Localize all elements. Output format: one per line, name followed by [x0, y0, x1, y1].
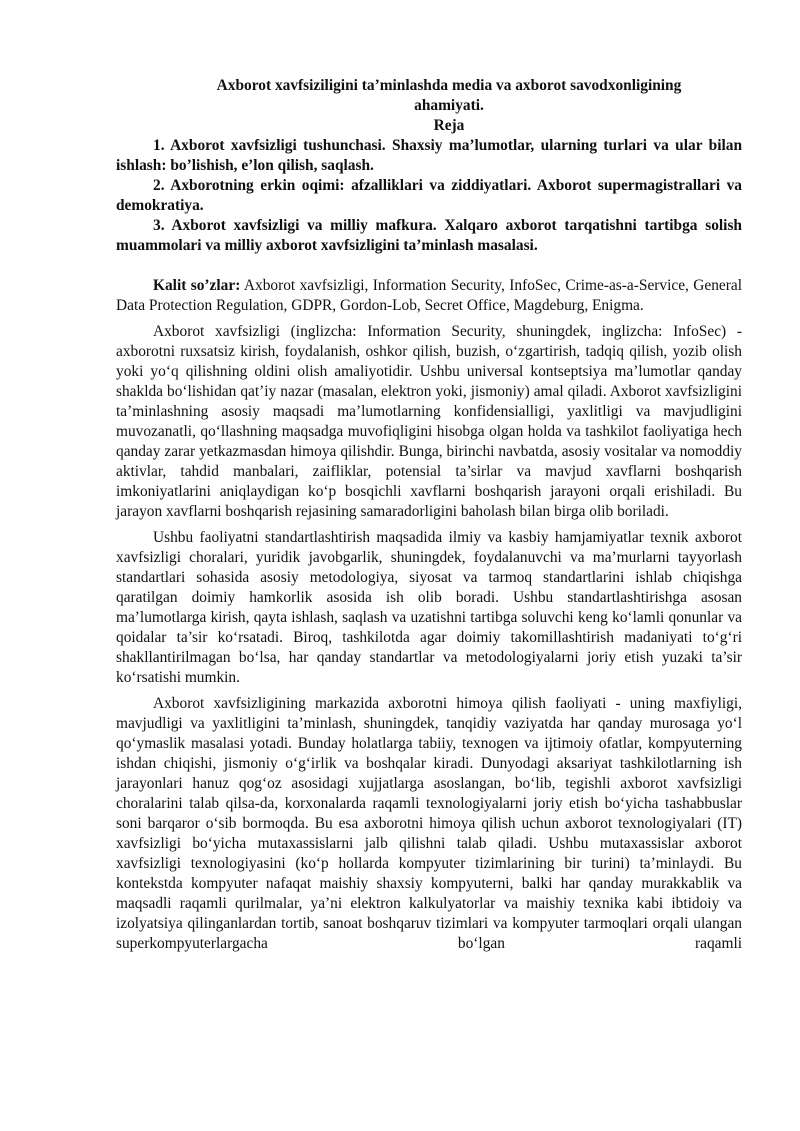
body-paragraph-2: Ushbu faoliyatni standartlashtirish maqsadida ilmiy va kasbiy hamjamiyatlar texnik axborot xavfsizligi choralari, yuridik javobgarlik, shuningdek, foydalanuvchi va ma’murlarni tayyorlash standartlari sohasida asosiy metodologiya, siyosat va tarmoq standartlarini ishlab chiqishga qaratilgan doimiy hamkorlik asosida ish olib boradi. Ushbu standartlashtirishga asosan ma’lumotlarga kirish, qayta ishlash, saqlash va uzatishni tartibga soluvchi keng ko‘lamli qonunlar va qoidalar ta’sir ko‘rsatadi. Biroq, tashkilotda agar doimiy takomillashtirish madaniyati to‘g‘ri shakllantirilmagan bo‘lsa, har qanday standartlar va metodologiyalarni joriy etish yuzaki ta’sir ko‘rsatishi mumkin. [116, 529, 742, 686]
title-line-1: Axborot xavfsiziligini ta’minlashda media va axborot savodxonligining [216, 77, 682, 94]
title-line-2: ahamiyati. [414, 97, 484, 114]
document-title [116, 76, 742, 116]
plan-item-2: 2. Axborotning erkin oqimi: afzalliklari va ziddiyatlari. Axborot supermagistrallari va demokratiya. [116, 177, 742, 214]
keywords-paragraph [116, 276, 742, 316]
body-paragraph-3: Axborot xavfsizligining markazida axborotni himoya qilish faoliyati - uning maxfiyligi, mavjudligi va yaxlitligini ta’minlash, shuningdek, tanqidiy vaziyatda har qanday murosaga yo‘l qo‘ymaslik masalasi yotadi. Bunday holatlarga tabiiy, texnogen va ijtimoiy ofatlar, kompyuterning ishdan chiqishi, jismoniy o‘g‘irlik va boshqalar kiradi. Dunyodagi aksariyat tashkilotlarning ish jarayonlari hanuz qog‘oz asosidagi xujjatlarga asoslangan, bo‘lib, tegishli axborot xavfsizligi choralarini talab qilsa-da, korxonalarda raqamli texnologiyalarni joriy etish bo‘yicha tashabbuslar soni barqaror o‘sib bormoqda. Bu esa axborotni himoya qilish uchun axborot texnologiyalari (IT) xavfsizligi bo‘yicha mutaxassislarni jalb qilishni talab qiladi. Ushbu mutaxassislar axborot xavfsizligi texnologiyasini (ko‘p hollarda kompyuter tizimlarining bir turini) ta’minlaydi. Bu kontekstda kompyuter nafaqat maishiy shaxsiy kompyuterni, balki har qanday murakkablik va maqsadli raqamli qurilmalar, ya’ni elektron kalkulyatorlar va maishiy texnika kabi ibtidoiy va izolyatsiya qilinganlardan tortib, sanoat boshqaruv tizimlari va kompyuter tarmoqlari orqali ulangan superkompyuterlargacha bo‘lgan raqamli [116, 695, 742, 952]
document-page [116, 76, 742, 960]
body-paragraph-1: Axborot xavfsizligi (inglizcha: Information Security, shuningdek, inglizcha: InfoSec) - axborotni ruxsatsiz kirish, foydalanish, oshkor qilish, buzish, o‘zgartirish, tadqiq qilish, yozib olish yoki yo‘q qilishning oldini olish amaliyotidir. Ushbu universal kontseptsiya ma’lumotlar qanday shaklda bo‘lishidan qat’iy nazar (masalan, elektron yoki, jismoniy) amal qiladi. Axborot xavfsizligini ta’minlashning asosiy maqsadi ma’lumotlarning konfidensialligi, yaxlitligi va mavjudligini muvozanatli, qo‘llashning maqsadga muvofiqligini hisobga olgan holda va tashkilot faoliyatiga hech qanday zarar yetkazmasdan himoya qilishdir. Bunga, birinchi navbatda, asosiy vositalar va nomoddiy aktivlar, tahdid manbalari, zaifliklar, potensial ta’sirlar va mavjud xavflarni boshqarish imkoniyatlarini aniqlaydigan ko‘p bosqichli xavflarni boshqarish jarayoni orqali erishiladi. Bu jarayon xavflarni boshqarish rejasining samaradorligini baholash bilan birga olib boriladi. [116, 323, 742, 520]
keywords-text: Axborot xavfsizligi, Information Security, InfoSec, Crime-as-a-Service, General Data Protection Regulation, GDPR, Gordon-Lob, Secret Office, Magdeburg, Enigma. [116, 277, 742, 314]
plan-item-1: 1. Axborot xavfsizligi tushunchasi. Shaxsiy ma’lumotlar, ularning turlari va ular bilan ishlash: bo’lishish, e’lon qilish, saqlash. [116, 137, 742, 174]
keywords-label: Kalit so’zlar: [153, 277, 241, 294]
plan-item-3: 3. Axborot xavfsizligi va milliy mafkura. Xalqaro axborot tarqatishni tartibga solish muammolari va milliy axborot xavfsizligini ta’minlash masalasi. [116, 217, 742, 254]
plan-heading: Reja [433, 117, 465, 134]
